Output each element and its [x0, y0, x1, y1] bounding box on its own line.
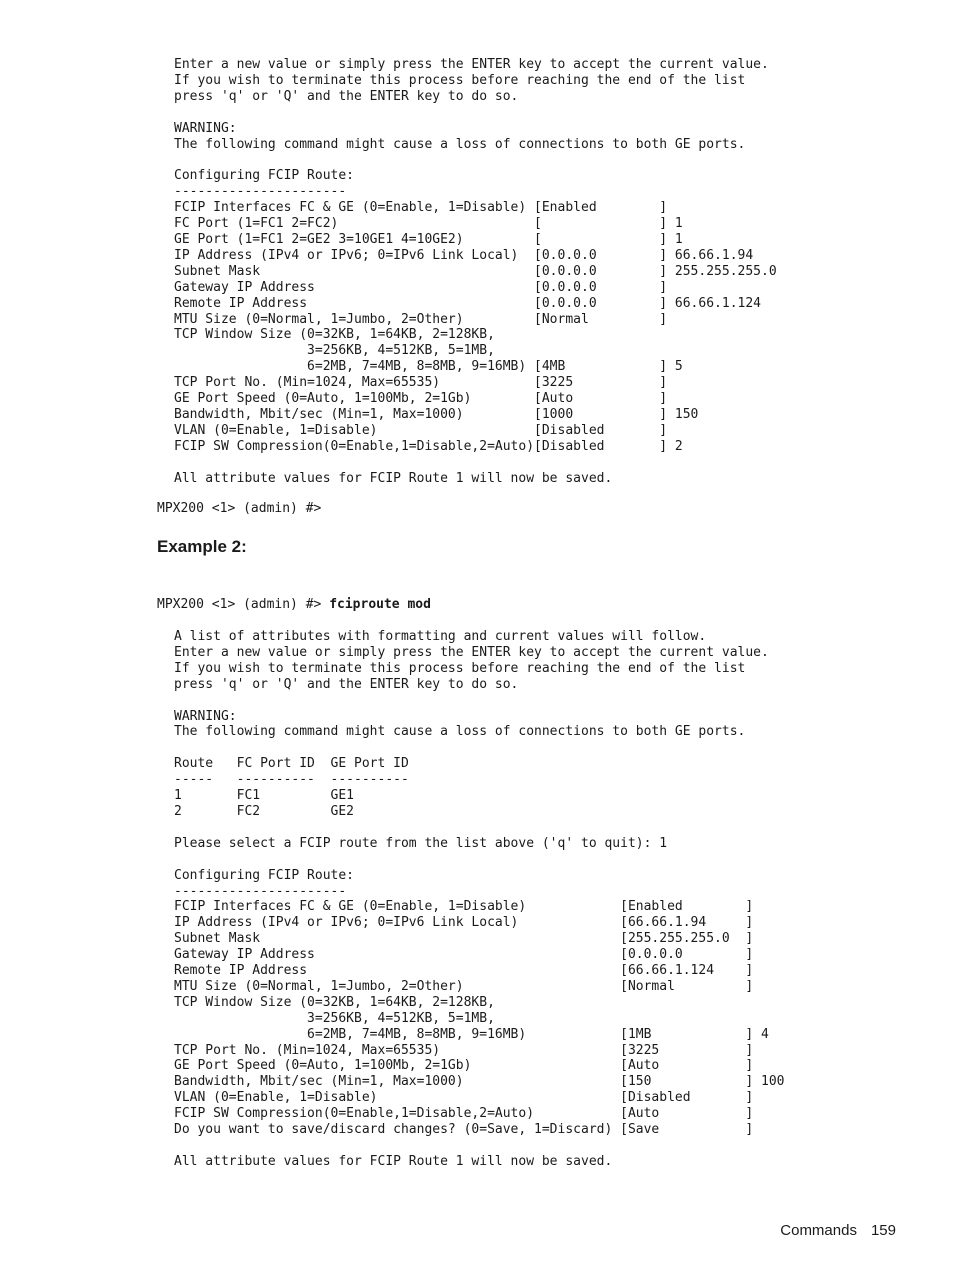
example2-heading: Example 2:	[157, 537, 247, 556]
page-footer	[780, 1222, 896, 1239]
example2-command: fciproute mod	[329, 597, 431, 612]
example2-command-line	[157, 597, 431, 613]
example2-prompt: MPX200 <1> (admin) #>	[157, 597, 330, 612]
footer-section-title: Commands	[780, 1222, 857, 1239]
example2-console-output: A list of attributes with formatting and current values will follow. Enter a new value or simply press the ENTER key to accept the current value. If you wish to terminate this process before reaching the end of the list press 'q' or 'Q' and the ENTER key to do so. WARNING: The following command might cause a loss of connections to both GE ports. Route FC Port ID GE Port ID ----- ---------- ---------- 1 FC1 GE1 2 FC2 GE2 Please select a FCIP route from the list above ('q' to quit): 1 Configuring FCIP Route: ---------------------- FCIP Interfaces FC & GE (0=Enable, 1=Disable) [Enabled ] IP Address (IPv4 or IPv6; 0=IPv6 Link Local) [66.66.1.94 ] Subnet Mask [255.255.255.0 ] Gateway IP Address [0.0.0.0 ] Remote IP Address [66.66.1.124 ] MTU Size (0=Normal, 1=Jumbo, 2=Other) [Normal ] TCP Window Size (0=32KB, 1=64KB, 2=128KB, 3=256KB, 4=512KB, 5=1MB, 6=2MB, 7=4MB, 8=8MB, 9=16MB) [1MB ] 4 TCP Port No. (Min=1024, Max=65535) [3225 ] GE Port Speed (0=Auto, 1=100Mb, 2=1Gb) [Auto ] Bandwidth, Mbit/sec (Min=1, Max=1000) [150 ] 100 VLAN (0=Enable, 1=Disable) [Disabled ] FCIP SW Compression(0=Enable,1=Disable,2=Auto) [Auto ] Do you want to save/discard changes? (0=Save, 1=Discard) [Save ] All attribute values for FCIP Route 1 will now be saved.	[174, 629, 785, 1169]
example1-console-output: Enter a new value or simply press the ENTER key to accept the current value. If you wish to terminate this process before reaching the end of the list press 'q' or 'Q' and the ENTER key to do so. WARNING: The following command might cause a loss of connections to both GE ports. Configuring FCIP Route: ---------------------- FCIP Interfaces FC & GE (0=Enable, 1=Disable) [Enabled ] FC Port (1=FC1 2=FC2) [ ] 1 GE Port (1=FC1 2=GE2 3=10GE1 4=10GE2) [ ] 1 IP Address (IPv4 or IPv6; 0=IPv6 Link Local) [0.0.0.0 ] 66.66.1.94 Subnet Mask [0.0.0.0 ] 255.255.255.0 Gateway IP Address [0.0.0.0 ] Remote IP Address [0.0.0.0 ] 66.66.1.124 MTU Size (0=Normal, 1=Jumbo, 2=Other) [Normal ] TCP Window Size (0=32KB, 1=64KB, 2=128KB, 3=256KB, 4=512KB, 5=1MB, 6=2MB, 7=4MB, 8=8MB, 9=16MB) [4MB ] 5 TCP Port No. (Min=1024, Max=65535) [3225 ] GE Port Speed (0=Auto, 1=100Mb, 2=1Gb) [Auto ] Bandwidth, Mbit/sec (Min=1, Max=1000) [1000 ] 150 VLAN (0=Enable, 1=Disable) [Disabled ] FCIP SW Compression(0=Enable,1=Disable,2=Auto)[Disabled ] 2 All attribute values for FCIP Route 1 will now be saved.	[174, 57, 777, 486]
page-number: 159	[870, 1222, 896, 1239]
example1-prompt: MPX200 <1> (admin) #>	[157, 501, 322, 516]
